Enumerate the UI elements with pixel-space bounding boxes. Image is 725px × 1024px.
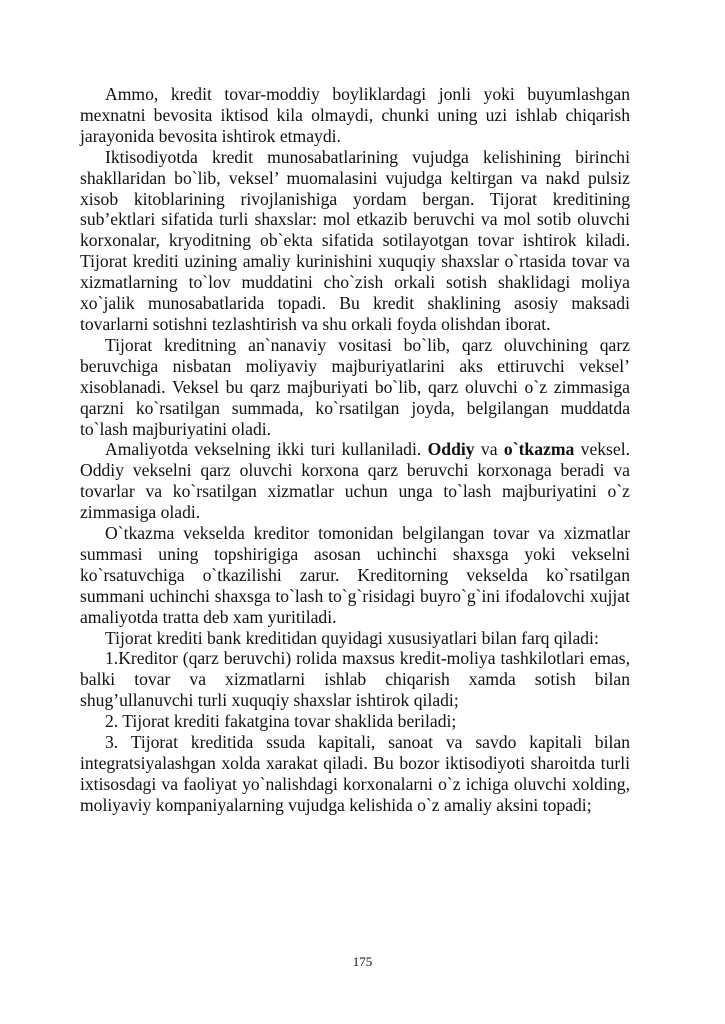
term-oddiy: Oddiy bbox=[427, 439, 475, 460]
paragraph-2: Iktisodiyotda kredit munosabatlarining vujudga kelishining birinchi shakllaridan bo`lib, veksel’ muomalasini vujudga keltirgan va nakd pulsiz xisob kitoblarining rivojlanishiga yordam bergan. Tijorat kreditining sub’ektlari sifatida turli shaxslar: mol etkazib beruvchi va mol sotib oluvchi korxonalar, kryoditning ob`ekta sifatida sotilayotgan tovar ishtirok kiladi. Tijorat krediti uzining amaliy kurinishini xuquqiy shaxslar o`rtasida tovar va xizmatlarning to`lov muddatini cho`zish orkali sotish shaklidagi moliya xo`jalik munosabatlarida topadi. Bu kredit shaklining asosiy maksadi tovarlarni sotishni tezlashtirish va shu orkali foyda olishdan iborat. bbox=[80, 146, 630, 334]
list-item-2: 2. Tijorat krediti fakatgina tovar shaklida beriladi; bbox=[105, 711, 457, 732]
paragraph-4-intro: Amaliyotda vekselning ikki turi kullaniladi. bbox=[105, 439, 428, 460]
paragraph-6: Tijorat krediti bank kreditidan quyidagi xususiyatlari bilan farq qiladi: bbox=[105, 627, 599, 648]
paragraph-4 bbox=[80, 439, 630, 523]
list-item-3: 3. Tijorat kreditida ssuda kapitali, sanoat va savdo kapitali bilan integratsiyalashgan xolda xarakat qiladi. Bu bozor iktisodiyoti sharoitda turli ixtisosdagi va faoliyat yo`nalishdagi korxonalarni o`z ichiga oluvchi xolding, moliyaviy kompaniyalarning vujudga kelishida o`z amaliy aksini topadi; bbox=[80, 732, 630, 815]
document-body bbox=[80, 84, 630, 816]
paragraph-5: O`tkazma vekselda kreditor tomonidan belgilangan tovar va xizmatlar summasi uning topshirigiga asosan uchinchi shaxsga yoki vekselni ko`rsatuvchiga o`tkazilishi zarur. Kreditorning vekselda ko`rsatilgan summani uchinchi shaxsga to`lash to`g`risidagi buyro`g`ini ifodalovchi xujjat amaliyotda tratta deb xam yuritiladi. bbox=[80, 523, 630, 627]
list-item-1: 1.Kreditor (qarz beruvchi) rolida maxsus kredit-moliya tashkilotlari emas, balki tovar va xizmatlarni ishlab chiqarish xamda sotish bilan shug’ullanuvchi turli xuquqiy shaxslar ishtirok qiladi; bbox=[80, 648, 630, 711]
paragraph-1: Ammo, kredit tovar-moddiy boyliklardagi jonli yoki buyumlashgan mexnatni bevosita iktisod kila olmaydi, chunki uning uzi ishlab chiqarish jarayonida bevosita ishtirok etmaydi. bbox=[80, 84, 630, 146]
paragraph-4-conjunction: va bbox=[474, 439, 504, 460]
page-number: 175 bbox=[352, 954, 373, 969]
paragraph-3: Tijorat kreditning an`nanaviy vositasi bo`lib, qarz oluvchining qarz beruvchiga nisbatan moliyaviy majburiyatlarini aks ettiruvchi veksel’ xisoblanadi. Veksel bu qarz majburiyati bo`lib, qarz oluvchi o`z zimmasiga qarzni ko`rsatilgan summada, ko`rsatilgan joyda, belgilangan muddatda to`lash majburiyatini oladi. bbox=[80, 334, 630, 439]
term-otkazma: o`tkazma bbox=[503, 439, 575, 460]
paragraph-4-rest: veksel. Oddiy vekselni qarz oluvchi korxona qarz beruvchi korxonaga beradi va tovarlar va ko`rsatilgan xizmatlar uchun unga to`lash majburiyatini o`z zimmasiga oladi. bbox=[80, 439, 630, 523]
